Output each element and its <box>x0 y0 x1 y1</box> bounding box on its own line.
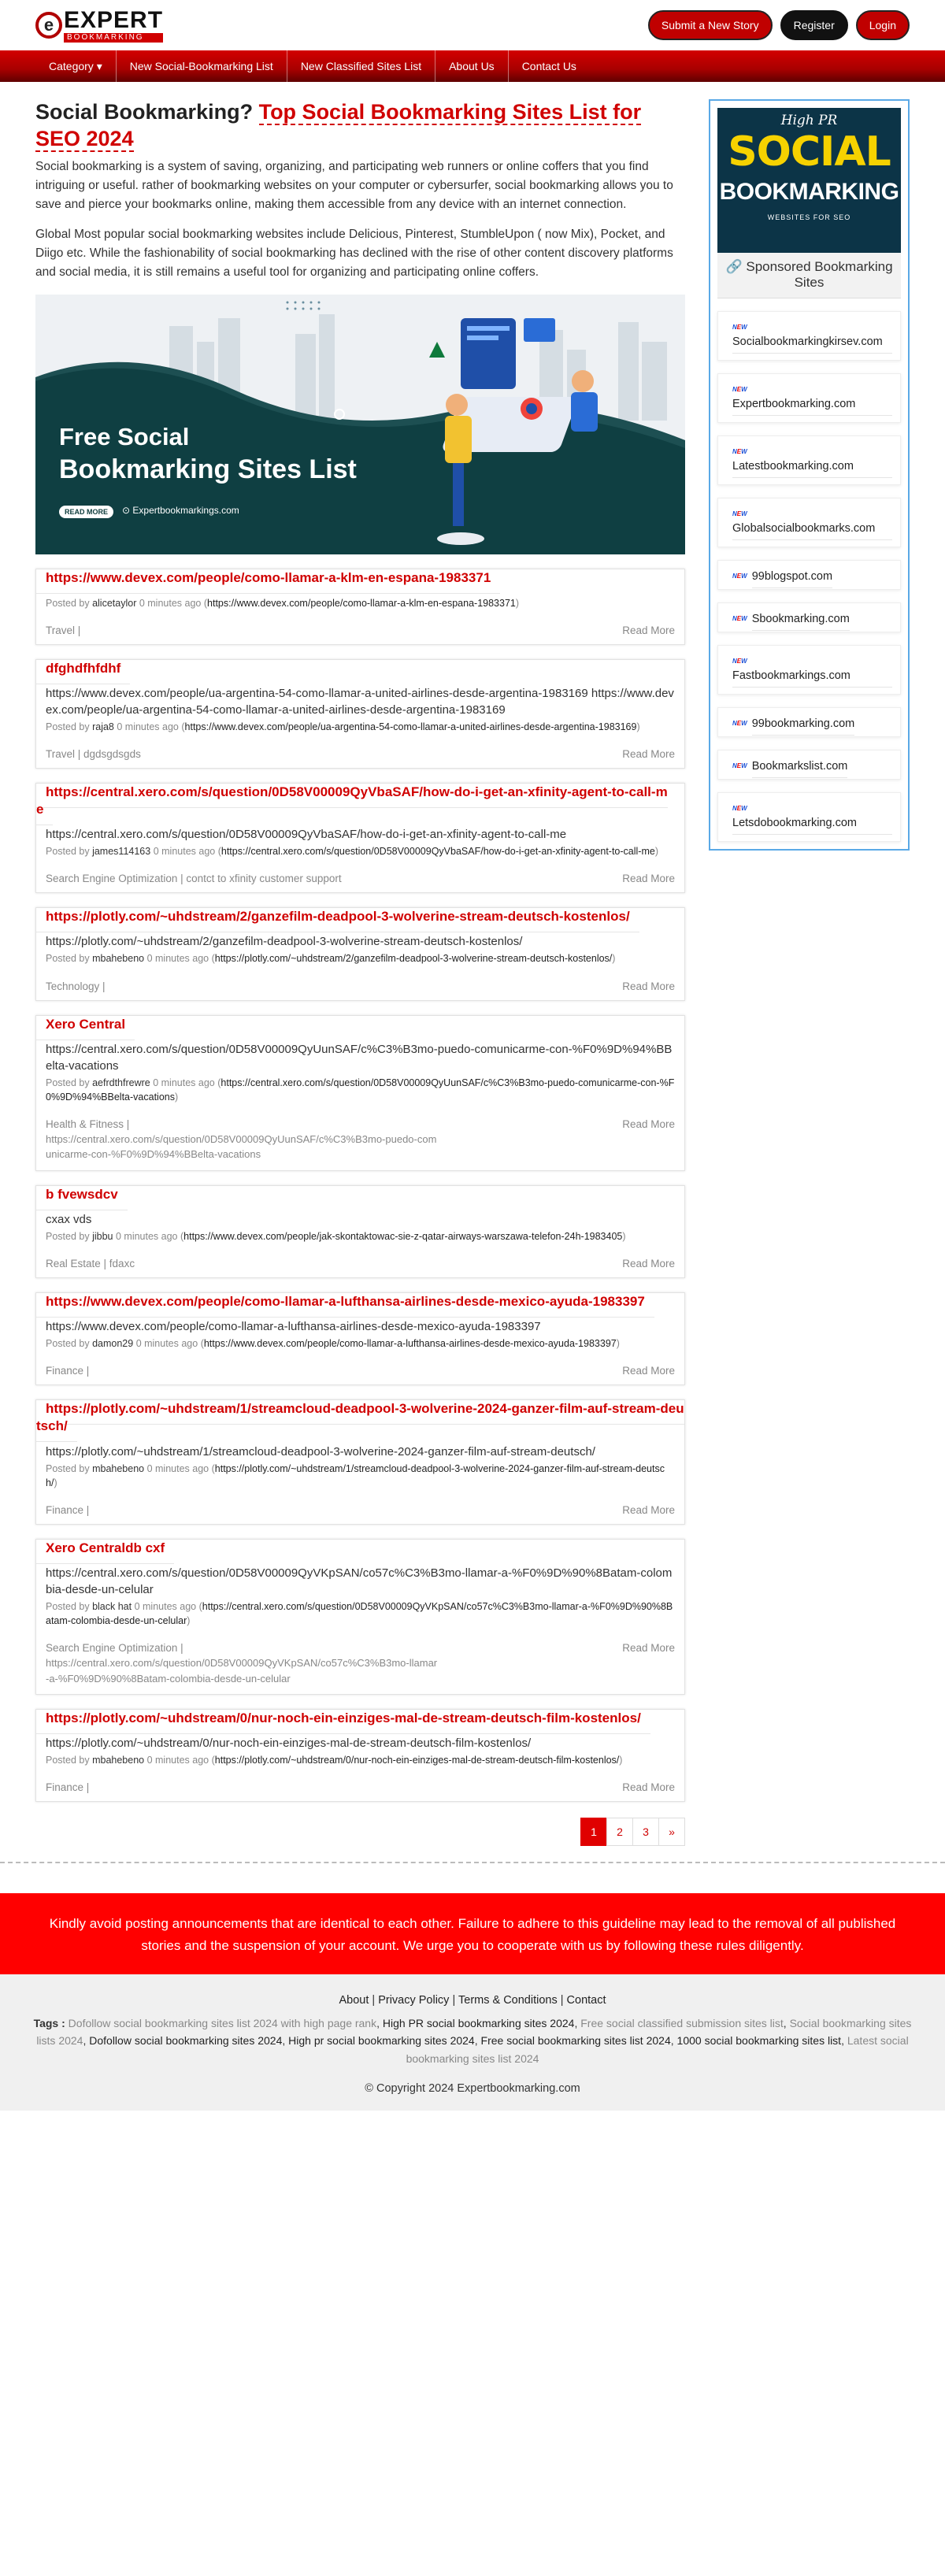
post-footer-left <box>46 748 141 760</box>
post-author[interactable]: black hat <box>92 1600 132 1612</box>
post-description: https://central.xero.com/s/question/0D58V00009QyVbaSAF/how-do-i-get-an-xfinity-agent-to-call-me <box>46 828 567 842</box>
post-description: cxax vds <box>46 1213 92 1226</box>
post-title[interactable]: https://plotly.com/~uhdstream/1/streamcloud-deadpool-3-wolverine-2024-ganzer-film-auf-stream-deutsch/ <box>36 1392 684 1442</box>
posted-by-label: Posted by <box>46 1077 90 1088</box>
post-footer-left <box>46 1365 89 1377</box>
post-time: 0 minutes ago <box>139 597 202 609</box>
sponsored-site[interactable] <box>717 750 901 780</box>
sponsored-site-link[interactable]: Socialbookmarkingkirsev.com <box>732 335 892 354</box>
post-extra-link: https://central.xero.com/s/question/0D58V00009QyUunSAF/c%C3%B3mo-puedo-comunicarme-con-%F0%9D%94%BBelta-vacations <box>46 1132 437 1161</box>
posted-by-label: Posted by <box>46 1755 90 1766</box>
hero-site-label: Expertbookmarkings.com <box>132 504 239 516</box>
sponsored-site-link[interactable]: Latestbookmarking.com <box>732 460 892 478</box>
sponsored-site[interactable] <box>717 436 901 485</box>
sponsored-site-link[interactable]: Fastbookmarkings.com <box>732 669 892 688</box>
post-time: 0 minutes ago <box>146 953 209 965</box>
post-link[interactable]: https://www.devex.com/people/como-llamar-a-klm-en-espana-1983371 <box>207 597 516 609</box>
read-more-link[interactable]: Read More <box>622 1781 675 1794</box>
promo-banner[interactable] <box>717 108 901 253</box>
post-author[interactable]: mbahebeno <box>92 953 145 965</box>
post-footer-left <box>46 980 106 992</box>
sponsored-site-link[interactable]: Globalsocialbookmarks.com <box>732 522 892 540</box>
post-title[interactable]: b fvewsdcv <box>36 1177 128 1210</box>
post-meta: Posted by raja8 0 minutes ago (https://www.devex.com/people/ua-argentina-54-como-llamar-a-united-airlines-desde-argentina-1983169) <box>46 721 640 732</box>
footer-tag[interactable]: Free social bookmarking sites list 2024 <box>480 2034 671 2048</box>
post-footer-left <box>46 1781 89 1793</box>
post-category[interactable]: Health & Fitness | <box>46 1118 130 1130</box>
read-more-link[interactable]: Read More <box>622 980 675 992</box>
nav-contact-us[interactable]: Contact Us <box>521 60 576 72</box>
new-badge-icon: NEW <box>732 573 747 580</box>
post-title[interactable]: https://plotly.com/~uhdstream/0/nur-noch-ein-einziges-mal-de-stream-deutsch-film-kostenlos/ <box>36 1701 650 1734</box>
post-author[interactable]: damon29 <box>92 1338 134 1350</box>
post-category[interactable]: Technology | <box>46 980 106 992</box>
logo-mark: e <box>35 12 62 39</box>
hero-read-more-button[interactable]: READ MORE <box>59 506 113 518</box>
post-body <box>36 925 684 999</box>
post-link[interactable]: https://www.devex.com/people/jak-skontaktowac-sie-z-qatar-airways-warszawa-telefon-24h-1983405 <box>183 1231 623 1242</box>
post-body <box>36 677 684 768</box>
page-link[interactable]: 3 <box>632 1818 659 1846</box>
post-title[interactable]: https://www.devex.com/people/como-llamar-a-klm-en-espana-1983371 <box>36 561 500 594</box>
new-badge-icon: NEW <box>732 386 747 394</box>
sponsored-site-link[interactable]: Bookmarkslist.com <box>752 760 848 778</box>
post-card <box>35 907 685 1000</box>
post-title[interactable]: https://central.xero.com/s/question/0D58V00009QyVbaSAF/how-do-i-get-an-xfinity-agent-to-call-me <box>36 775 668 825</box>
post-time: 0 minutes ago <box>153 1077 215 1088</box>
post-author[interactable]: alicetaylor <box>92 597 137 609</box>
post-card <box>35 1015 685 1171</box>
post-body <box>36 1557 684 1694</box>
post-author[interactable]: aefrdthfrewre <box>92 1077 150 1088</box>
nav-social-bookmarking-list[interactable]: New Social-Bookmarking List <box>117 50 287 82</box>
post-footer-left <box>46 873 342 884</box>
sponsored-site-link[interactable]: 99bookmarking.com <box>752 717 855 736</box>
post-card <box>35 1709 685 1802</box>
sponsored-site[interactable] <box>717 373 901 423</box>
post-category[interactable]: Finance | <box>46 1781 90 1794</box>
post-body <box>36 1727 684 1801</box>
posted-by-label: Posted by <box>46 597 90 609</box>
post-footer <box>46 1258 675 1269</box>
read-more-link[interactable]: Read More <box>622 1365 675 1377</box>
post-body <box>36 1310 684 1384</box>
post-extra-link: https://central.xero.com/s/question/0D58V00009QyVKpSAN/co57c%C3%B3mo-llamar-a-%F0%9D%90%8Batam-colombia-desde-un-celular <box>46 1657 438 1685</box>
post-body <box>36 587 684 644</box>
new-badge-icon: NEW <box>732 615 747 623</box>
post-meta: Posted by mbahebeno 0 minutes ago (https://plotly.com/~uhdstream/2/ganzefilm-deadpool-3-wolverine-stream-deutsch-kostenlos/) <box>46 953 616 965</box>
nav-classified-sites-list[interactable]: New Classified Sites List <box>287 50 435 82</box>
promo-line-4: WEBSITES FOR SEO <box>767 213 851 221</box>
post-meta: Posted by jibbu 0 minutes ago (https://www.devex.com/people/jak-skontaktowac-sie-z-qatar-airways-warszawa-telefon-24h-1983405) <box>46 1231 626 1242</box>
post-title[interactable]: Xero Centraldb cxf <box>36 1531 174 1564</box>
post-description: https://www.devex.com/people/ua-argentina-54-como-llamar-a-united-airlines-desde-argentina-1983169 https://www.devex.com/people/ua-argentina-54-como-llamar-a-united-airlines-desde-argentina-1983169 <box>46 686 674 717</box>
post-category[interactable]: Finance | <box>46 1503 90 1516</box>
read-more-link[interactable]: Read More <box>622 873 675 885</box>
post-link[interactable]: https://central.xero.com/s/question/0D58V00009QyVbaSAF/how-do-i-get-an-xfinity-agent-to-call-me <box>220 846 655 858</box>
copyright: © Copyright 2024 Expertbookmarking.com <box>365 2082 580 2096</box>
posted-by-label: Posted by <box>46 1462 90 1474</box>
posted-by-label: Posted by <box>46 721 90 732</box>
new-badge-icon: NEW <box>732 805 747 813</box>
post-card <box>35 1539 685 1695</box>
post-footer-left <box>46 1258 135 1269</box>
post-author[interactable]: jibbu <box>92 1231 113 1242</box>
post-author[interactable]: mbahebeno <box>92 1462 145 1474</box>
sponsored-site-link[interactable]: Expertbookmarking.com <box>732 398 892 416</box>
sponsored-site[interactable] <box>717 707 901 737</box>
login-button[interactable]: Login <box>856 10 910 40</box>
post-category[interactable]: Travel | <box>46 624 81 636</box>
post-time: 0 minutes ago <box>146 1755 209 1766</box>
new-badge-icon: NEW <box>732 762 747 770</box>
footer-link[interactable]: About <box>339 1993 369 2007</box>
submit-story-button[interactable]: Submit a New Story <box>648 10 773 40</box>
post-author[interactable]: mbahebeno <box>92 1755 145 1766</box>
pagination <box>35 1818 685 1846</box>
post-link[interactable]: https://plotly.com/~uhdstream/2/ganzefilm-deadpool-3-wolverine-stream-deutsch-kostenlos/ <box>214 953 613 965</box>
hero-banner[interactable] <box>35 295 685 554</box>
sponsored-box <box>709 99 910 851</box>
sponsored-site-link[interactable]: Sbookmarking.com <box>752 613 850 631</box>
posted-by-label: Posted by <box>46 953 90 965</box>
footer-tag[interactable]: 1000 social bookmarking sites list <box>676 2034 842 2048</box>
hero-title-line-2: Bookmarking Sites List <box>59 454 357 484</box>
post-link[interactable]: https://plotly.com/~uhdstream/0/nur-noch-ein-einziges-mal-de-stream-deutsch-film-kostenlos/ <box>214 1755 620 1766</box>
sponsored-title: 🔗 Sponsored Bookmarking Sites <box>717 253 901 298</box>
read-more-link[interactable]: Read More <box>622 1258 675 1270</box>
read-more-link[interactable]: Read More <box>622 1503 675 1516</box>
promo-line-1: High PR <box>780 113 838 128</box>
page-link[interactable]: 1 <box>580 1818 607 1846</box>
page-title <box>35 99 685 153</box>
page-title-prefix: Social Bookmarking? <box>35 100 259 124</box>
post-footer <box>46 1365 675 1377</box>
intro-text <box>35 158 685 282</box>
nav-category[interactable]: Category ▾ <box>35 50 117 82</box>
post-meta: Posted by mbahebeno 0 minutes ago (https://plotly.com/~uhdstream/0/nur-noch-ein-einziges-mal-de-stream-deutsch-film-kostenlos/) <box>46 1755 623 1766</box>
footer-tags: Tags : Dofollow social bookmarking sites list 2024 with high page rank, High PR social bookmarking sites 2024, Free social classified submission sites list, Social bookmarking sites lists 2024, Dofollow social bookmarking sites 2024, High pr social bookmarking sites 2024, Free social bookmarking sites list 2024, 1000 social bookmarking sites list, Latest social bookmarking sites list 2024 <box>33 2016 912 2065</box>
post-footer-left <box>46 1118 439 1162</box>
post-category[interactable]: Travel | dgdsgdsgds <box>46 748 141 761</box>
footer <box>0 1974 945 2111</box>
page-link[interactable]: 2 <box>606 1818 633 1846</box>
post-footer-left <box>46 1504 89 1516</box>
post-description: https://central.xero.com/s/question/0D58V00009QyUunSAF/c%C3%B3mo-puedo-comunicarme-con-%F0%9D%94%BBelta-vacations <box>46 1042 673 1073</box>
post-title[interactable]: dfghdfhfdhf <box>36 651 130 684</box>
sponsored-site[interactable] <box>717 792 901 842</box>
read-more-link[interactable]: Read More <box>622 748 675 761</box>
post-author[interactable]: james114163 <box>92 846 151 858</box>
footer-links: About | Privacy Policy | Terms & Conditions | Contact <box>339 1993 606 2007</box>
promo-line-3: BOOKMARKING <box>719 179 899 205</box>
post-footer-left <box>46 1642 439 1686</box>
post-body <box>36 1033 684 1170</box>
footer-link[interactable]: Contact <box>566 1993 606 2007</box>
footer-tag[interactable]: Latest social bookmarking sites list 2024 <box>406 2034 909 2065</box>
post-footer <box>46 1504 675 1516</box>
post-link[interactable]: https://www.devex.com/people/como-llamar-a-lufthansa-airlines-desde-mexico-ayuda-1983397 <box>203 1338 617 1350</box>
post-time: 0 minutes ago <box>134 1600 197 1612</box>
sponsored-site[interactable] <box>717 645 901 695</box>
sponsored-site[interactable] <box>717 311 901 361</box>
post-description: https://www.devex.com/people/como-llamar-a-lufthansa-airlines-desde-mexico-ayuda-1983397 <box>46 1320 541 1334</box>
top-bar <box>0 0 945 50</box>
new-badge-icon: NEW <box>732 720 747 728</box>
post-footer <box>46 1781 675 1793</box>
new-badge-icon: NEW <box>732 510 747 518</box>
post-link[interactable]: https://plotly.com/~uhdstream/1/streamcloud-deadpool-3-wolverine-2024-ganzer-film-auf-stream-deutsch/ <box>46 1462 665 1488</box>
footer-link[interactable]: Terms & Conditions <box>458 1993 558 2007</box>
register-button[interactable]: Register <box>780 10 848 40</box>
page-title-link[interactable]: Top Social Bookmarking Sites List for SEO 2024 <box>35 100 642 150</box>
post-footer <box>46 980 675 992</box>
post-card <box>35 1399 685 1524</box>
post-meta: Posted by alicetaylor 0 minutes ago (https://www.devex.com/people/como-llamar-a-klm-en-espana-1983371) <box>46 597 520 609</box>
post-card <box>35 783 685 893</box>
section-divider <box>0 1862 945 1863</box>
main-content <box>35 99 685 1846</box>
intro-paragraph: Global Most popular social bookmarking websites include Delicious, Pinterest, StumbleUpon ( now Mix), Pocket, and Diigo etc. While the fashionability of social bookmarking has declined with the rise of other content discovery platforms and social media, it is still remains a useful tool for organizing and participating online coffers. <box>35 227 673 279</box>
post-meta: Posted by black hat 0 minutes ago (https://central.xero.com/s/question/0D58V00009QyVKpSAN/co57c%C3%B3mo-llamar-a-%F0%9D%90%8Batam-colombia-desde-un-celular) <box>46 1600 673 1626</box>
post-footer <box>46 873 675 884</box>
post-description: https://plotly.com/~uhdstream/2/ganzefilm-deadpool-3-wolverine-stream-deutsch-kostenlos/ <box>46 935 523 949</box>
footer-tag[interactable]: Free social classified submission sites list <box>580 2016 784 2029</box>
post-time: 0 minutes ago <box>117 721 179 732</box>
read-more-link[interactable]: Read More <box>622 1642 675 1655</box>
read-more-link[interactable]: Read More <box>622 1118 675 1130</box>
sponsored-site[interactable] <box>717 498 901 547</box>
post-title[interactable]: https://plotly.com/~uhdstream/2/ganzefilm-deadpool-3-wolverine-stream-deutsch-kostenlos/ <box>36 899 639 932</box>
footer-tag[interactable]: Dofollow social bookmarking sites list 2024 with high page rank <box>68 2016 377 2029</box>
post-footer <box>46 748 675 760</box>
post-category[interactable]: Real Estate | fdaxc <box>46 1258 135 1270</box>
footer-link[interactable]: Privacy Policy <box>378 1993 450 2007</box>
new-badge-icon: NEW <box>732 324 747 332</box>
post-category[interactable]: Finance | <box>46 1365 90 1377</box>
post-list <box>35 569 685 1803</box>
post-footer <box>46 1118 675 1162</box>
post-title[interactable]: https://www.devex.com/people/como-llamar-a-lufthansa-airlines-desde-mexico-ayuda-1983397 <box>36 1284 654 1318</box>
post-meta: Posted by aefrdthfrewre 0 minutes ago (https://central.xero.com/s/question/0D58V00009QyUunSAF/c%C3%B3mo-puedo-comunicarme-con-%F0%9D%94%BBelta-vacations) <box>46 1077 675 1103</box>
post-card <box>35 1185 685 1278</box>
post-link[interactable]: https://central.xero.com/s/question/0D58V00009QyUunSAF/c%C3%B3mo-puedo-comunicarme-con-%F0%9D%94%BBelta-vacations <box>46 1077 675 1103</box>
posting-notice: Kindly avoid posting announcements that are identical to each other. Failure to adhere to this guideline may lead to the removal of all published stories and the suspension of your account. We urge you to cooperate with us by following these rules diligently. <box>0 1893 945 1974</box>
posted-by-label: Posted by <box>46 1600 90 1612</box>
post-category[interactable]: Search Engine Optimization | <box>46 1642 183 1655</box>
post-body <box>36 1436 684 1524</box>
post-meta: Posted by damon29 0 minutes ago (https://www.devex.com/people/como-llamar-a-lufthansa-airlines-desde-mexico-ayuda-1983397) <box>46 1338 620 1350</box>
post-card <box>35 569 685 645</box>
sponsored-site-link[interactable]: 99blogspot.com <box>752 570 832 588</box>
page-link[interactable]: » <box>658 1818 685 1846</box>
new-badge-icon: NEW <box>732 448 747 456</box>
post-link[interactable]: https://www.devex.com/people/ua-argentina-54-como-llamar-a-united-airlines-desde-argentina-1983169 <box>184 721 637 732</box>
post-description: https://plotly.com/~uhdstream/1/streamcloud-deadpool-3-wolverine-2024-ganzer-film-auf-stream-deutsch/ <box>46 1444 595 1458</box>
post-meta: Posted by mbahebeno 0 minutes ago (https://plotly.com/~uhdstream/1/streamcloud-deadpool-3-wolverine-2024-ganzer-film-auf-stream-deutsch/) <box>46 1462 665 1488</box>
post-time: 0 minutes ago <box>153 846 216 858</box>
post-card <box>35 1292 685 1385</box>
tags-label: Tags : <box>33 2016 65 2029</box>
logo-name: EXPERT <box>64 6 164 33</box>
post-footer <box>46 1642 675 1686</box>
read-more-link[interactable]: Read More <box>622 624 675 636</box>
sponsored-site[interactable] <box>717 602 901 632</box>
logo-subtitle: BOOKMARKING <box>64 33 163 43</box>
post-time: 0 minutes ago <box>146 1462 209 1474</box>
post-title[interactable]: Xero Central <box>36 1007 135 1040</box>
post-category[interactable]: Search Engine Optimization | contct to xfinity customer support <box>46 873 342 885</box>
post-body <box>36 818 684 892</box>
post-author[interactable]: raja8 <box>92 721 114 732</box>
footer-tag[interactable]: Dofollow social bookmarking sites 2024 <box>89 2034 283 2048</box>
post-link[interactable]: https://central.xero.com/s/question/0D58V00009QyVKpSAN/co57c%C3%B3mo-llamar-a-%F0%9D%90%8Batam-colombia-desde-un-celular <box>46 1600 673 1626</box>
footer-tag[interactable]: High pr social bookmarking sites 2024 <box>288 2034 475 2048</box>
site-logo[interactable] <box>35 6 164 43</box>
posted-by-label: Posted by <box>46 846 90 858</box>
post-body <box>36 1203 684 1277</box>
post-description: https://central.xero.com/s/question/0D58V00009QyVKpSAN/co57c%C3%B3mo-llamar-a-%F0%9D%90%8Batam-colombia-desde-un-celular <box>46 1566 673 1596</box>
post-time: 0 minutes ago <box>135 1338 198 1350</box>
nav-about-us[interactable]: About Us <box>435 50 509 82</box>
intro-paragraph: Social bookmarking is a system of saving, organizing, and participating web runners or online coffers that you find intriguing or useful. rather of bookmarking websites on your computer or cybersurfer, social bookmarking allows you to save and pierce your bookmarks online, making them accessible from any device with an internet connection. <box>35 159 673 211</box>
post-footer <box>46 625 675 636</box>
promo-line-2: SOCIAL <box>728 128 891 176</box>
footer-tag[interactable]: High PR social bookmarking sites 2024 <box>382 2016 575 2029</box>
posted-by-label: Posted by <box>46 1231 90 1242</box>
post-card <box>35 659 685 769</box>
new-badge-icon: NEW <box>732 658 747 665</box>
sponsored-site-link[interactable]: Letsdobookmarking.com <box>732 817 892 835</box>
post-time: 0 minutes ago <box>115 1231 178 1242</box>
sponsored-site[interactable] <box>717 560 901 590</box>
sponsored-list <box>717 311 901 842</box>
hero-title-line-1: Free Social <box>59 422 190 450</box>
footer-tag[interactable]: Social bookmarking sites lists 2024 <box>36 2016 912 2048</box>
post-meta: Posted by james114163 0 minutes ago (https://central.xero.com/s/question/0D58V00009QyVbaSAF/how-do-i-get-an-xfinity-agent-to-call-me) <box>46 846 658 858</box>
post-description: https://plotly.com/~uhdstream/0/nur-noch-ein-einziges-mal-de-stream-deutsch-film-kostenlos/ <box>46 1736 532 1751</box>
posted-by-label: Posted by <box>46 1338 90 1350</box>
post-footer-left <box>46 625 80 636</box>
hero-site-name: ⊙ Expertbookmarkings.com <box>122 504 239 516</box>
main-nav <box>0 50 945 82</box>
sidebar <box>709 99 910 1846</box>
